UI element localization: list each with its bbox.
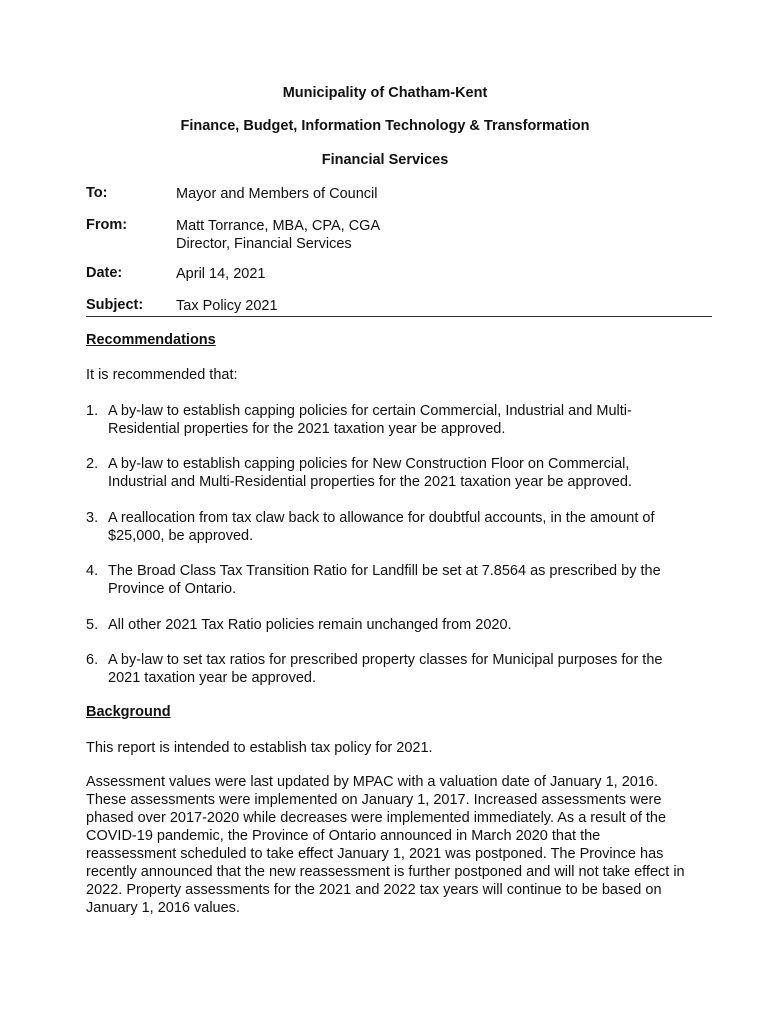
paragraph-line: Assessment values were last updated by MPAC with a valuation date of January 1, 2016. <box>86 774 658 790</box>
item-text-line: A reallocation from tax claw back to allowance for doubtful accounts, in the amount of <box>108 510 655 526</box>
from-label: From: <box>86 217 128 233</box>
paragraph-line: 2022. Property assessments for the 2021 and 2022 tax years will continue to be based on <box>86 882 662 898</box>
item-number: 3. <box>86 510 99 526</box>
to-label: To: <box>86 185 108 201</box>
item-text-line: A by-law to establish capping policies for New Construction Floor on Commercial, <box>108 456 630 472</box>
item-number: 5. <box>86 617 99 633</box>
item-text-line: The Broad Class Tax Transition Ratio for Landfill be set at 7.8564 as prescribed by the <box>108 563 661 579</box>
department-title: Finance, Budget, Information Technology & Transformation <box>180 118 590 134</box>
paragraph-line: phased over 2017-2020 while decreases were implemented immediately. As a result of the <box>86 810 667 826</box>
item-number: 6. <box>86 652 99 668</box>
date-value: April 14, 2021 <box>176 266 266 282</box>
background-intro: This report is intended to establish tax policy for 2021. <box>86 740 433 756</box>
item-text-line: All other 2021 Tax Ratio policies remain unchanged from 2020. <box>108 617 512 633</box>
organization-title: Municipality of Chatham-Kent <box>282 85 488 101</box>
subject-value: Tax Policy 2021 <box>176 298 278 314</box>
item-text-line: Province of Ontario. <box>108 581 237 597</box>
item-text-line: 2021 taxation year be approved. <box>108 670 316 686</box>
from-title: Director, Financial Services <box>176 236 352 252</box>
paragraph-line: January 1, 2016 values. <box>86 900 240 916</box>
item-text-line: A by-law to set tax ratios for prescribed property classes for Municipal purposes for the <box>108 652 663 668</box>
item-number: 4. <box>86 563 99 579</box>
subject-label: Subject: <box>86 297 144 313</box>
item-text-line: Residential properties for the 2021 taxation year be approved. <box>108 421 506 437</box>
to-value: Mayor and Members of Council <box>176 186 378 202</box>
from-name: Matt Torrance, MBA, CPA, CGA <box>176 218 381 234</box>
item-text-line: A by-law to establish capping policies for certain Commercial, Industrial and Multi- <box>108 403 632 419</box>
paragraph-line: These assessments were implemented on January 1, 2017. Increased assessments were <box>86 792 662 808</box>
background-paragraph <box>86 773 714 917</box>
header-divider <box>86 316 712 317</box>
item-number: 2. <box>86 456 99 472</box>
item-number: 1. <box>86 403 99 419</box>
division-title: Financial Services <box>321 152 449 168</box>
background-heading: Background <box>86 704 171 720</box>
recommendations-intro: It is recommended that: <box>86 367 238 383</box>
paragraph-line: reassessment scheduled to take effect January 1, 2021 was postponed. The Province has <box>86 846 664 862</box>
recommendations-heading: Recommendations <box>86 332 216 348</box>
item-text-line: Industrial and Multi-Residential properties for the 2021 taxation year be approved. <box>108 474 632 490</box>
paragraph-line: COVID-19 pandemic, the Province of Ontario announced in March 2020 that the <box>86 828 601 844</box>
paragraph-line: recently announced that the new reassessment is further postponed and will not take effect in <box>86 864 685 880</box>
date-label: Date: <box>86 265 123 281</box>
item-text-line: $25,000, be approved. <box>108 528 254 544</box>
